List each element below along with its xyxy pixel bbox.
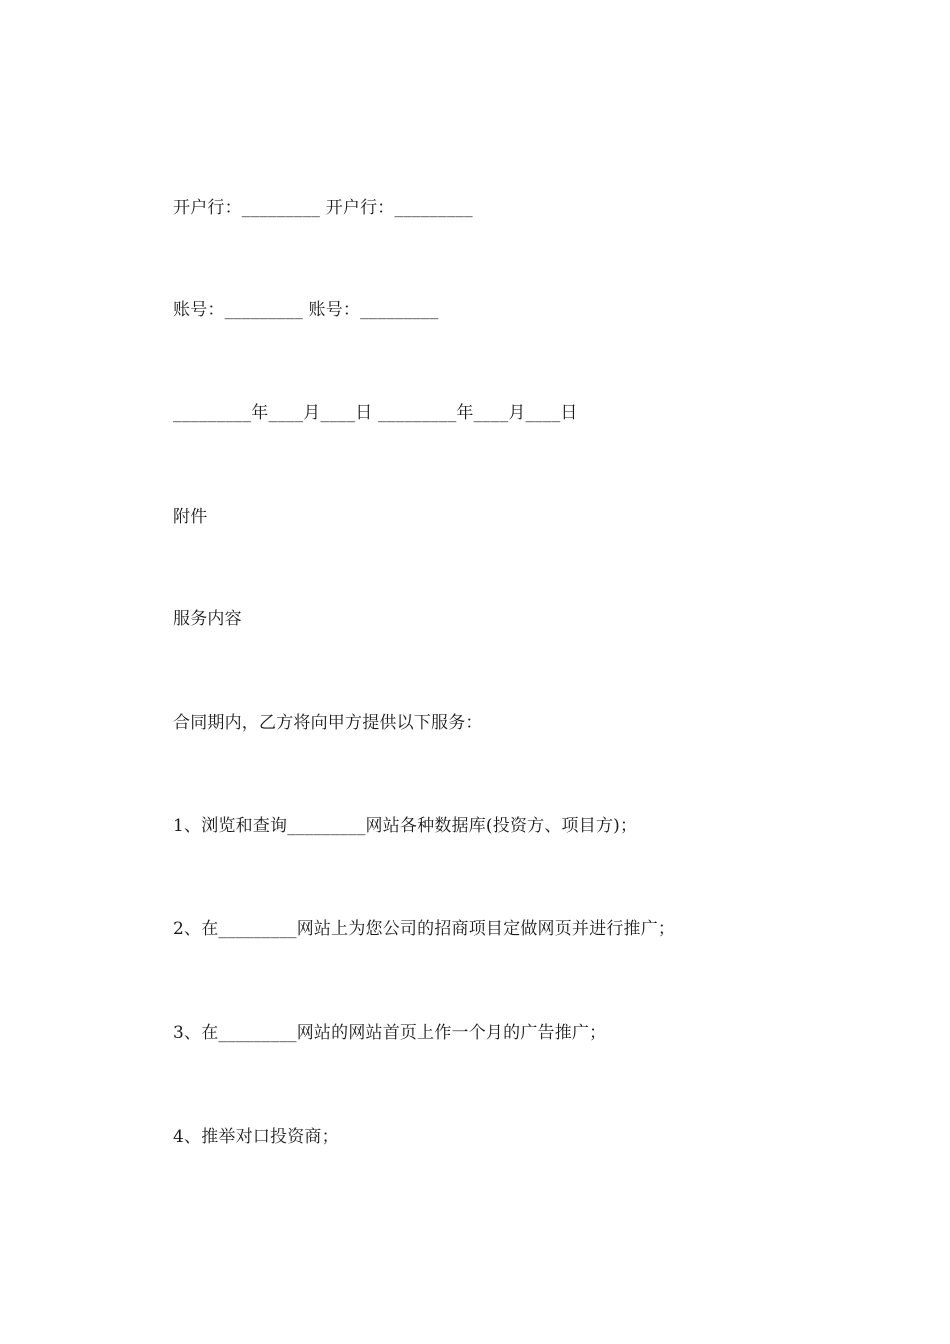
- service-content-heading: 服务内容: [173, 609, 242, 629]
- bank-account-opening-line: 开户行：_________ 开户行：_________: [173, 198, 473, 218]
- service-item-1: 1、浏览和查询_________网站各种数据库(投资方、项目方)；: [173, 816, 638, 836]
- service-intro-paragraph: 合同期内，乙方将向甲方提供以下服务：: [173, 713, 483, 733]
- date-line: _________年____月____日 _________年____月____日: [173, 403, 578, 423]
- attachment-heading: 附件: [173, 507, 208, 527]
- account-number-line: 账号：_________ 账号：_________: [173, 300, 439, 320]
- service-item-3: 3、在_________网站的网站首页上作一个月的广告推广；: [173, 1023, 607, 1043]
- service-item-4: 4、推举对口投资商；: [173, 1127, 339, 1147]
- service-item-2: 2、在_________网站上为您公司的招商项目定做网页并进行推广；: [173, 919, 676, 939]
